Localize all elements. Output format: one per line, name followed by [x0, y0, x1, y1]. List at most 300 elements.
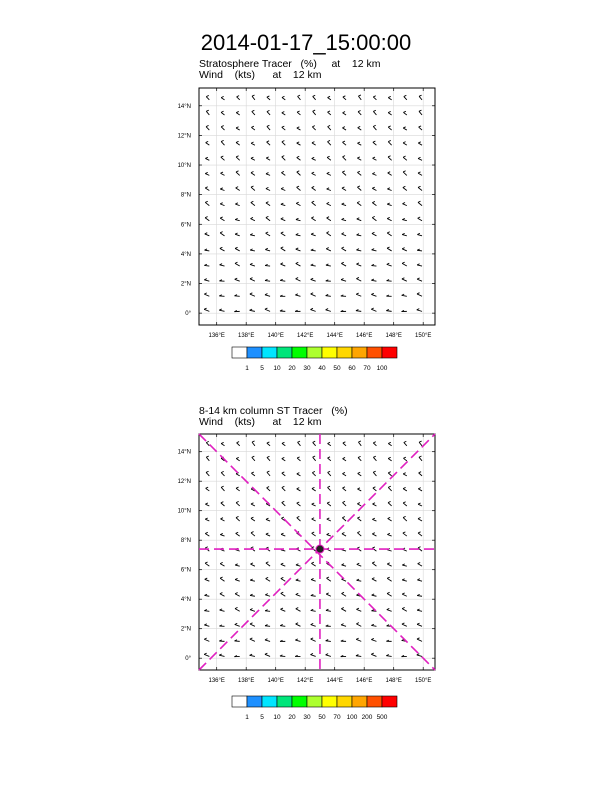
- wind-barb-flag: [296, 218, 299, 219]
- wind-barb: [388, 444, 391, 446]
- wind-barb: [327, 233, 331, 236]
- wind-barb: [220, 610, 225, 611]
- wind-barb: [221, 142, 224, 146]
- wind-barb-flag: [297, 127, 300, 128]
- wind-barb-flag: [387, 533, 390, 534]
- wind-barb: [328, 142, 331, 146]
- wind-barb-flag: [327, 217, 330, 218]
- wind-barb: [403, 172, 407, 175]
- wind-barb-flag: [342, 592, 345, 593]
- wind-barb-flag: [220, 593, 223, 594]
- wind-barb: [297, 157, 301, 160]
- y-tick-label: 14°N: [177, 103, 191, 110]
- wind-barb-flag: [419, 95, 422, 96]
- wind-barb: [357, 533, 361, 536]
- wind-barb: [388, 157, 392, 160]
- wind-barb-flag: [371, 653, 374, 654]
- colorbar-swatch: [247, 347, 262, 358]
- wind-barb: [297, 503, 301, 506]
- wind-barb: [388, 113, 391, 115]
- wind-barb-flag: [341, 608, 344, 609]
- wind-barb-flag: [372, 562, 375, 563]
- wind-barb: [312, 504, 316, 506]
- wind-barb-flag: [297, 502, 300, 503]
- wind-barb: [312, 473, 315, 476]
- wind-barb: [403, 503, 407, 506]
- wind-barb: [282, 127, 285, 130]
- wind-barb: [341, 263, 346, 266]
- wind-barb: [418, 143, 422, 145]
- wind-barb-flag: [220, 562, 223, 563]
- wind-barb: [418, 202, 422, 205]
- wind-barb: [205, 579, 210, 581]
- wind-barb-flag: [356, 277, 359, 278]
- wind-barb: [341, 609, 346, 612]
- wind-barb: [372, 563, 376, 566]
- wind-barb-flag: [205, 233, 208, 234]
- wind-barb-flag: [204, 293, 207, 294]
- wind-barb-flag: [221, 471, 224, 472]
- wind-barb-flag: [250, 654, 253, 655]
- wind-barb: [205, 234, 210, 236]
- y-tick-label: 10°N: [177, 508, 191, 515]
- wind-barb-flag: [342, 487, 345, 488]
- wind-barb-flag: [266, 562, 269, 563]
- wind-barb: [297, 143, 301, 145]
- colorbar-label: 40: [318, 365, 326, 372]
- wind-barb-flag: [418, 217, 421, 218]
- wind-barb-flag: [342, 564, 345, 565]
- wind-barb: [417, 580, 422, 581]
- wind-barb: [266, 534, 270, 536]
- colorbar-swatch: [382, 696, 397, 707]
- wind-barb: [373, 504, 377, 506]
- wind-barb-flag: [266, 157, 269, 158]
- wind-barb-flag: [342, 187, 345, 188]
- colorbar-label: 100: [376, 365, 388, 372]
- wind-barb-flag: [220, 577, 223, 578]
- wind-barb: [372, 250, 377, 251]
- wind-barb-flag: [372, 547, 375, 548]
- wind-barb-flag: [282, 442, 285, 443]
- wind-barb: [221, 503, 225, 506]
- wind-barb: [313, 111, 316, 115]
- wind-barb: [310, 655, 315, 657]
- wind-barb: [280, 609, 285, 611]
- wind-barb-flag: [373, 471, 376, 472]
- wind-barb: [402, 295, 407, 296]
- wind-barb-flag: [236, 487, 239, 488]
- wind-barb: [387, 578, 391, 581]
- wind-barb: [220, 535, 224, 536]
- colorbar-label: 60: [348, 365, 356, 372]
- wind-barb-flag: [280, 263, 283, 264]
- wind-barb: [282, 488, 285, 491]
- wind-barb: [356, 624, 361, 626]
- wind-barb-flag: [236, 187, 239, 188]
- wind-barb-flag: [311, 249, 314, 250]
- wind-barb: [372, 579, 376, 581]
- wind-barb-flag: [220, 217, 223, 218]
- wind-barb-flag: [326, 248, 329, 249]
- wind-barb-flag: [402, 564, 405, 565]
- wind-barb-flag: [295, 639, 298, 640]
- wind-barb: [372, 519, 376, 521]
- wind-barb-flag: [417, 579, 420, 580]
- wind-barb-flag: [343, 96, 346, 97]
- wind-barb-flag: [417, 638, 420, 639]
- wind-barb: [235, 580, 240, 582]
- wind-barb-flag: [310, 653, 313, 654]
- colorbar-swatch: [382, 347, 397, 358]
- wind-barb: [373, 97, 376, 100]
- wind-barb-flag: [418, 142, 421, 143]
- wind-barb: [402, 609, 407, 612]
- wind-barb-flag: [296, 593, 299, 594]
- wind-barb-flag: [328, 457, 331, 458]
- wind-barb: [205, 188, 209, 191]
- wind-barb-flag: [403, 516, 406, 517]
- wind-barb: [312, 143, 316, 145]
- wind-barb-flag: [250, 234, 253, 235]
- wind-barb: [387, 233, 391, 236]
- wind-barb: [220, 578, 224, 581]
- wind-barb-flag: [267, 487, 270, 488]
- wind-barb-flag: [357, 157, 360, 158]
- wind-barb-flag: [236, 127, 239, 128]
- wind-barb-flag: [371, 279, 374, 280]
- wind-barb: [373, 126, 376, 130]
- wind-barb: [266, 579, 270, 582]
- wind-barb-flag: [373, 110, 376, 111]
- wind-barb-flag: [311, 264, 314, 265]
- wind-barb-flag: [282, 112, 285, 113]
- colorbar-swatch: [262, 347, 277, 358]
- wind-barb-flag: [311, 278, 314, 279]
- wind-barb: [327, 519, 331, 521]
- wind-barb: [371, 294, 376, 296]
- wind-barb-flag: [236, 156, 239, 157]
- wind-barb: [236, 488, 240, 491]
- wind-barb-flag: [312, 487, 315, 488]
- wind-barb: [342, 204, 346, 205]
- wind-barb: [235, 609, 240, 612]
- wind-barb: [204, 639, 209, 641]
- wind-barb: [357, 203, 361, 206]
- wind-barb-flag: [204, 279, 207, 280]
- wind-barb: [342, 474, 346, 476]
- wind-barb-flag: [205, 503, 208, 504]
- wind-barb: [388, 519, 392, 521]
- x-tick-label: 146°E: [355, 333, 373, 339]
- y-tick-label: 14°N: [177, 449, 191, 456]
- wind-barb: [343, 503, 347, 506]
- wind-barb-flag: [372, 533, 375, 534]
- wind-barb: [418, 564, 422, 566]
- wind-barb-flag: [282, 501, 285, 502]
- wind-barb-flag: [357, 563, 360, 564]
- wind-barb: [251, 187, 255, 190]
- wind-barb: [403, 204, 407, 206]
- wind-barb: [205, 202, 209, 205]
- wind-barb: [250, 264, 255, 266]
- wind-barb: [403, 458, 406, 461]
- colorbar-label: 100: [346, 714, 358, 721]
- wind-barb: [343, 443, 346, 446]
- wind-barb-flag: [267, 125, 270, 126]
- wind-barb: [342, 128, 346, 130]
- wind-barb-flag: [403, 142, 406, 143]
- wind-barb: [418, 489, 422, 491]
- wind-barb: [402, 235, 407, 236]
- wind-barb-flag: [250, 623, 253, 624]
- wind-barb-flag: [220, 264, 223, 265]
- wind-barb: [221, 473, 224, 476]
- wind-barb: [387, 535, 391, 537]
- wind-barb: [311, 625, 316, 627]
- wind-barb-flag: [371, 293, 374, 294]
- wind-barb: [356, 279, 361, 281]
- wind-barb-flag: [342, 141, 345, 142]
- wind-barb-flag: [418, 518, 421, 519]
- wind-barb-flag: [251, 517, 254, 518]
- wind-barb-flag: [281, 232, 284, 233]
- wind-barb-flag: [312, 503, 315, 504]
- wind-barb: [250, 655, 255, 656]
- wind-barb: [358, 458, 361, 461]
- wind-barb-flag: [342, 533, 345, 534]
- wind-barb: [221, 487, 224, 491]
- wind-barb-flag: [297, 186, 300, 187]
- wind-barb: [342, 565, 347, 566]
- wind-barb-flag: [387, 188, 390, 189]
- wind-barb-flag: [221, 126, 224, 127]
- wind-barb-flag: [386, 309, 389, 310]
- wind-barb-flag: [265, 308, 268, 309]
- wind-barb: [372, 218, 376, 221]
- wind-barb: [356, 264, 361, 266]
- wind-barb-flag: [236, 516, 239, 517]
- wind-barb-flag: [358, 441, 361, 442]
- wind-barb: [388, 473, 391, 476]
- wind-barb-flag: [312, 471, 315, 472]
- wind-barb-flag: [342, 171, 345, 172]
- wind-barb-flag: [250, 263, 253, 264]
- wind-barb-flag: [205, 518, 208, 519]
- wind-barb: [358, 442, 361, 446]
- wind-barb: [251, 504, 255, 506]
- wind-barb: [236, 533, 240, 536]
- wind-barb-flag: [373, 157, 376, 158]
- wind-barb-flag: [403, 111, 406, 112]
- wind-barb-flag: [343, 112, 346, 113]
- wind-barb: [341, 579, 346, 581]
- wind-barb-flag: [402, 233, 405, 234]
- wind-barb: [297, 128, 301, 130]
- wind-barb: [251, 518, 255, 521]
- wind-barb: [373, 111, 376, 115]
- wind-barb-flag: [205, 594, 208, 595]
- wind-barb-flag: [403, 532, 406, 533]
- wind-barb-flag: [403, 502, 406, 503]
- wind-barb: [250, 219, 254, 221]
- wind-barb-flag: [236, 457, 239, 458]
- wind-barb-flag: [250, 609, 253, 610]
- wind-barb-flag: [388, 472, 391, 473]
- wind-barb: [281, 534, 285, 536]
- wind-barb-flag: [267, 96, 270, 97]
- wind-barb: [388, 173, 392, 175]
- wind-barb: [356, 294, 361, 296]
- wind-barb: [357, 219, 361, 221]
- colorbar-swatch: [352, 696, 367, 707]
- y-tick-label: 2°N: [180, 626, 191, 633]
- wind-barb: [281, 233, 285, 236]
- wind-barb-flag: [373, 96, 376, 97]
- wind-barb: [358, 112, 361, 115]
- colorbar-label: 1: [245, 714, 249, 721]
- wind-barb: [419, 111, 422, 115]
- wind-barb-flag: [250, 579, 253, 580]
- wind-barb: [311, 279, 316, 281]
- wind-barb: [296, 594, 301, 596]
- wind-barb-flag: [267, 141, 270, 142]
- wind-barb-flag: [419, 472, 422, 473]
- wind-barb-flag: [236, 171, 239, 172]
- wind-barb: [327, 174, 331, 176]
- wind-barb-flag: [282, 96, 285, 97]
- wind-barb: [297, 518, 301, 521]
- wind-barb-flag: [252, 110, 255, 111]
- wind-barb: [297, 112, 300, 115]
- wind-barb-flag: [357, 202, 360, 203]
- wind-barb: [250, 279, 255, 281]
- wind-barb: [280, 264, 285, 266]
- x-tick-label: 136°E: [208, 333, 225, 339]
- wind-barb-flag: [297, 111, 300, 112]
- colorbar-swatch: [277, 347, 292, 358]
- wind-barb: [296, 264, 301, 267]
- wind-barb: [205, 519, 209, 521]
- wind-barb: [387, 564, 391, 566]
- wind-barb-flag: [298, 441, 301, 442]
- wind-barb: [252, 96, 255, 100]
- wind-barb-flag: [235, 203, 238, 204]
- wind-barb-flag: [251, 126, 254, 127]
- wind-barb: [281, 219, 285, 221]
- wind-barb-flag: [342, 472, 345, 473]
- colorbar-swatch: [337, 347, 352, 358]
- wind-barb-flag: [342, 127, 345, 128]
- wind-barb: [417, 610, 422, 611]
- wind-barb: [402, 263, 407, 266]
- wind-barb: [402, 594, 407, 596]
- wind-barb: [417, 265, 422, 266]
- wind-barb-flag: [417, 623, 420, 624]
- wind-barb-flag: [250, 594, 253, 595]
- wind-barb-flag: [418, 488, 421, 489]
- wind-barb-flag: [372, 518, 375, 519]
- colorbar-swatch: [232, 347, 247, 358]
- wind-barb: [418, 158, 422, 160]
- wind-barb: [328, 443, 331, 445]
- wind-barb-flag: [313, 456, 316, 457]
- wind-barb: [250, 294, 255, 296]
- wind-barb: [206, 97, 209, 100]
- wind-barb-flag: [342, 517, 345, 518]
- wind-barb-flag: [204, 638, 207, 639]
- wind-barb-flag: [205, 547, 208, 548]
- wind-barb: [357, 187, 361, 190]
- wind-barb: [343, 459, 346, 461]
- wind-barb-flag: [327, 518, 330, 519]
- wind-barb: [282, 459, 285, 461]
- wind-barb: [372, 203, 376, 206]
- wind-barb: [237, 443, 240, 446]
- wind-barb: [206, 488, 210, 491]
- wind-barb-flag: [328, 486, 331, 487]
- wind-barb-flag: [266, 533, 269, 534]
- wind-barb-flag: [403, 171, 406, 172]
- wind-barb-flag: [251, 547, 254, 548]
- wind-barb-flag: [357, 579, 360, 580]
- wind-barb-flag: [357, 503, 360, 504]
- wind-barb-flag: [328, 140, 331, 141]
- wind-barb-flag: [343, 156, 346, 157]
- wind-barb-flag: [205, 532, 208, 533]
- wind-barb-flag: [388, 140, 391, 141]
- wind-barb: [296, 203, 300, 205]
- wind-barb-flag: [281, 563, 284, 564]
- wind-barb: [205, 563, 209, 566]
- wind-barb-flag: [250, 217, 253, 218]
- x-tick-label: 146°E: [355, 678, 373, 684]
- wind-barb-flag: [266, 577, 269, 578]
- wind-barb: [236, 518, 240, 521]
- wind-barb: [402, 249, 407, 251]
- wind-barb: [205, 158, 209, 160]
- wind-barb: [312, 533, 316, 536]
- wind-barb-flag: [236, 501, 239, 502]
- wind-barbs: [204, 95, 422, 312]
- colorbar-swatch: [337, 696, 352, 707]
- wind-barb: [281, 579, 285, 582]
- wind-barb-flag: [356, 263, 359, 264]
- wind-barb: [220, 248, 225, 250]
- wind-barb-flag: [387, 608, 390, 609]
- wind-barb-flag: [387, 563, 390, 564]
- wind-barb: [372, 534, 376, 536]
- colorbar-swatch: [367, 696, 382, 707]
- wind-barb: [328, 472, 331, 475]
- y-tick-label: 8°N: [180, 538, 191, 545]
- wind-barb: [373, 457, 376, 461]
- wind-barb-flag: [250, 309, 253, 310]
- wind-barb: [250, 610, 255, 612]
- wind-barb-flag: [282, 472, 285, 473]
- plot-panel-2: [178, 434, 435, 684]
- wind-barb-flag: [297, 473, 300, 474]
- wind-barb-flag: [235, 623, 238, 624]
- wind-barb-flag: [221, 156, 224, 157]
- wind-barb-flag: [326, 264, 329, 265]
- wind-barb-flag: [311, 293, 314, 294]
- wind-barb: [267, 443, 270, 446]
- wind-barb: [219, 655, 224, 656]
- wind-barb: [265, 309, 270, 311]
- wind-barb-flag: [326, 593, 329, 594]
- wind-barb: [403, 188, 407, 191]
